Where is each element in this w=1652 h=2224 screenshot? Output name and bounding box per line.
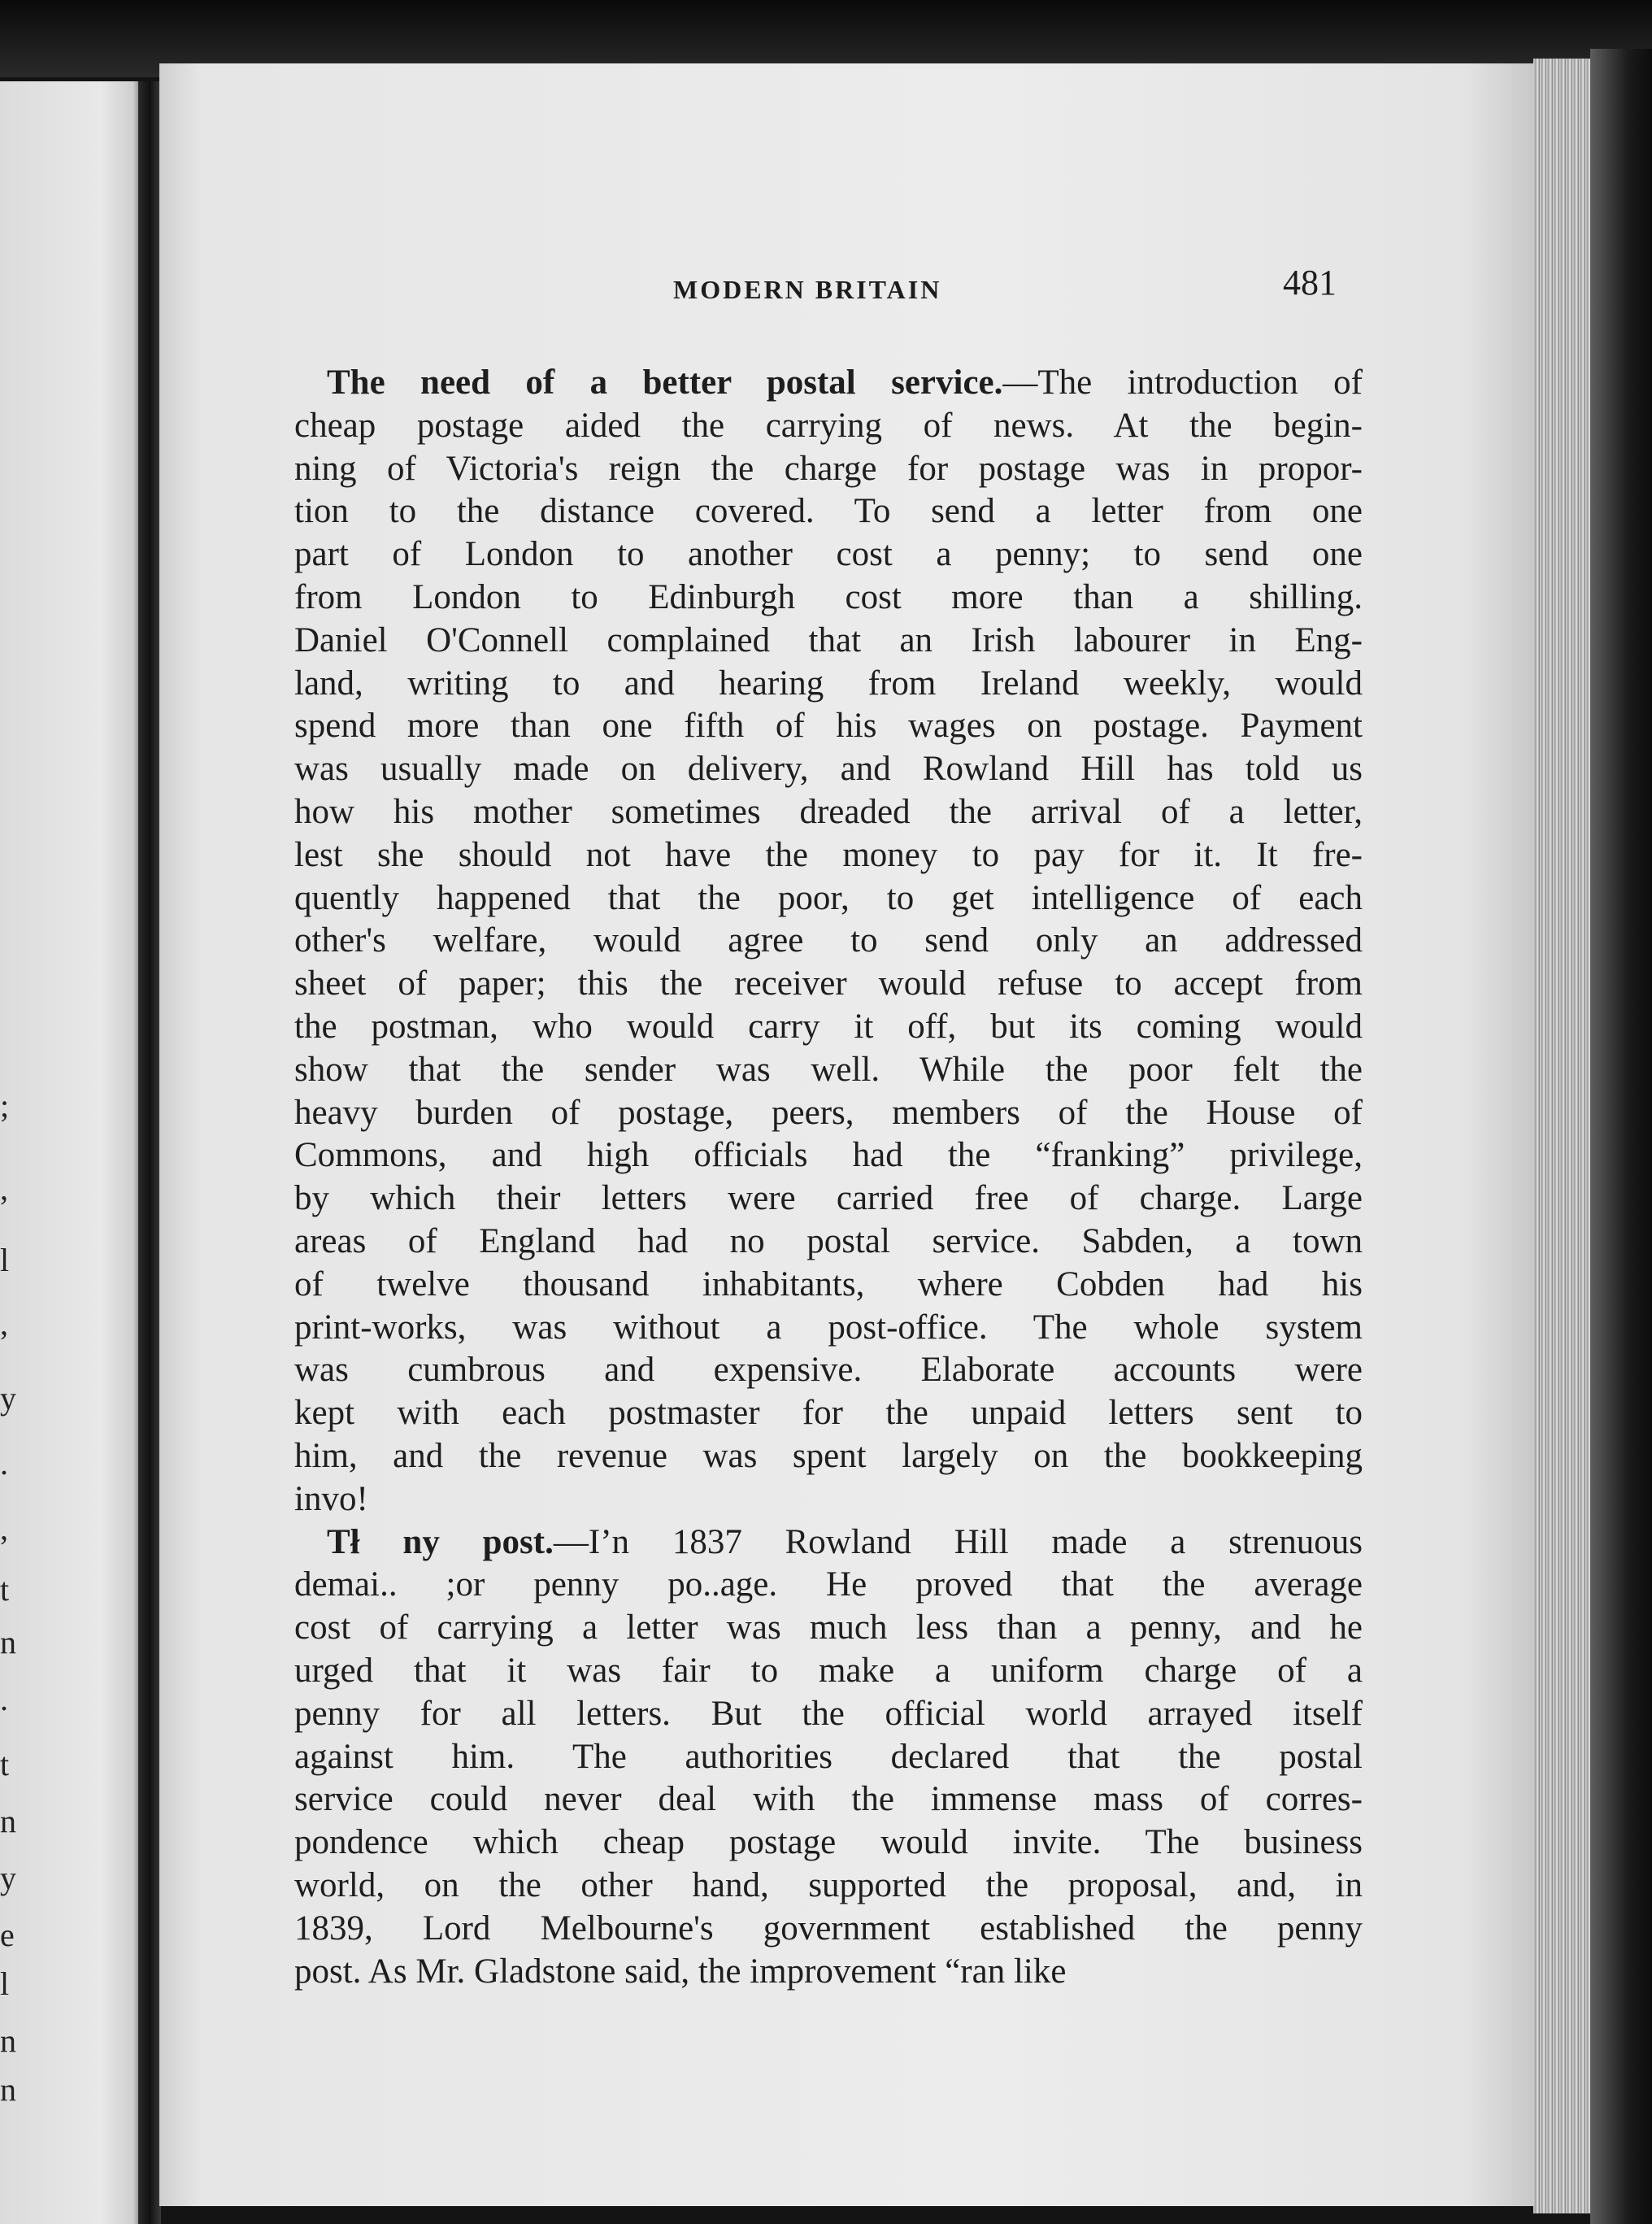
line-text: the postman, who would carry it off, but its coming would — [294, 1008, 1363, 1046]
line-text: penny for all letters. But the official world arrayed itself — [294, 1694, 1363, 1733]
text-line — [294, 448, 1363, 490]
facing-page-fragment: ; — [0, 1087, 10, 1124]
facing-page-fragment: . — [0, 1445, 8, 1482]
facing-page-fragment: y — [0, 1380, 16, 1417]
line-text: urged that it was fair to make a uniform charge of a — [294, 1652, 1363, 1690]
paragraph-heading: The need of a better postal service. — [327, 363, 1003, 402]
text-line — [294, 1951, 1363, 1993]
text-line — [294, 1607, 1363, 1649]
text-line — [294, 1006, 1363, 1048]
text-line — [294, 1307, 1363, 1349]
facing-page-fragment: . — [0, 1681, 8, 1717]
text-line — [294, 1049, 1363, 1091]
text-line — [294, 963, 1363, 1005]
page-number: 481 — [1283, 263, 1337, 302]
text-line — [294, 877, 1363, 920]
text-line — [294, 748, 1363, 790]
line-text: part of London to another cost a penny; to send one — [294, 535, 1363, 574]
text-line — [294, 1392, 1363, 1434]
page-edges — [1533, 59, 1590, 2213]
line-text: tion to the distance covered. To send a letter from one — [294, 492, 1363, 531]
line-text: post. As Mr. Gladstone said, the improvement “ran like — [294, 1952, 1067, 1991]
line-text: Commons, and high officials had the “franking” privilege, — [294, 1136, 1363, 1175]
text-line — [294, 1865, 1363, 1907]
text-line — [294, 1349, 1363, 1391]
text-line — [294, 1177, 1363, 1220]
line-text: 1839, Lord Melbourne's government established the penny — [294, 1908, 1363, 1948]
facing-page-left — [0, 81, 145, 2224]
facing-page-fragment: , — [0, 1510, 8, 1547]
line-text: from London to Edinburgh cost more than a shilling. — [294, 578, 1363, 616]
line-text: service could never deal with the immense mass of corres- — [294, 1780, 1363, 1819]
text-line — [294, 1778, 1363, 1821]
text-line — [294, 920, 1363, 962]
text-line — [294, 1134, 1363, 1177]
line-text: show that the sender was well. While the poor felt the — [294, 1050, 1363, 1089]
text-line — [294, 490, 1363, 533]
line-text: him, and the revenue was spent largely on the bookkeeping — [294, 1437, 1363, 1475]
line-text: lest she should not have the money to pay for it. It fre- — [294, 835, 1363, 874]
line-text: —I’n 1837 Rowland Hill made a strenuous — [553, 1522, 1363, 1561]
line-text: cheap postage aided the carrying of news. At the begin- — [294, 406, 1363, 445]
text-line — [294, 705, 1363, 747]
text-line — [327, 362, 1363, 404]
line-text: cost of carrying a letter was much less than a penny, and he — [294, 1608, 1363, 1647]
facing-page-fragment: y — [0, 1860, 16, 1896]
text-line — [294, 791, 1363, 833]
text-line — [294, 1908, 1363, 1950]
text-line — [294, 1092, 1363, 1134]
book-gutter — [138, 81, 161, 2224]
text-line — [294, 533, 1363, 576]
scan-right-shadow — [1590, 49, 1652, 2224]
line-text: against him. The authorities declared that the postal — [294, 1737, 1363, 1776]
text-line — [294, 1478, 1363, 1521]
text-line — [294, 1435, 1363, 1478]
line-text: land, writing to and hearing from Ireland weekly, would — [294, 664, 1363, 703]
facing-page-fragment: , — [0, 1305, 8, 1342]
line-text: quently happened that the poor, to get intelligence of each — [294, 878, 1363, 917]
text-line — [294, 1693, 1363, 1735]
facing-page-fragment: n — [0, 1624, 16, 1660]
facing-page-fragment: e — [0, 1917, 15, 1953]
line-text: heavy burden of postage, peers, members of the House of — [294, 1093, 1363, 1132]
line-text: other's welfare, would agree to send only an addressed — [294, 921, 1363, 960]
text-line — [294, 1650, 1363, 1692]
running-head: MODERN BRITAIN — [673, 275, 942, 304]
line-text: ning of Victoria's reign the charge for postage was in propor- — [294, 449, 1363, 488]
text-line — [294, 1736, 1363, 1778]
line-text: invo! — [294, 1479, 368, 1518]
facing-page-fragment: n — [0, 2071, 16, 2108]
facing-page-fragment: n — [0, 1803, 16, 1839]
line-text: how his mother sometimes dreaded the arrival of a letter, — [294, 793, 1363, 831]
text-line — [294, 663, 1363, 705]
line-text: world, on the other hand, supported the proposal, and, in — [294, 1866, 1363, 1904]
line-text: spend more than one fifth of his wages on postage. Payment — [294, 707, 1363, 746]
line-text: —The introduction of — [1002, 363, 1363, 402]
facing-page-fragment: , — [0, 1170, 8, 1207]
line-text: was usually made on delivery, and Rowland Hill has told us — [294, 750, 1363, 789]
line-text: was cumbrous and expensive. Elaborate accounts were — [294, 1351, 1363, 1390]
text-line — [294, 405, 1363, 447]
line-text: pondence which cheap postage would invite. The business — [294, 1823, 1363, 1862]
facing-page-fragment: l — [0, 1965, 10, 2002]
line-text: by which their letters were carried free of charge. Large — [294, 1179, 1363, 1218]
facing-page-fragment: n — [0, 2022, 16, 2059]
text-line — [294, 834, 1363, 877]
paragraph-heading: Tł ny post. — [327, 1522, 554, 1561]
text-line — [294, 620, 1363, 662]
line-text: kept with each postmaster for the unpaid letters sent to — [294, 1394, 1363, 1433]
line-text: demai.. ;or penny po..age. He proved that the average — [294, 1565, 1363, 1604]
facing-page-fragment: t — [0, 1746, 10, 1782]
line-text: Daniel O'Connell complained that an Irish labourer in Eng- — [294, 620, 1363, 659]
text-line — [294, 1221, 1363, 1263]
text-line — [294, 1264, 1363, 1306]
line-text: of twelve thousand inhabitants, where Cobden had his — [294, 1264, 1363, 1303]
text-line — [294, 1821, 1363, 1864]
line-text: print-works, was without a post-office. The whole system — [294, 1308, 1363, 1347]
line-text: areas of England had no postal service. Sabden, a town — [294, 1222, 1363, 1260]
text-line — [294, 1564, 1363, 1606]
line-text: sheet of paper; this the receiver would refuse to accept from — [294, 964, 1363, 1003]
text-line — [294, 577, 1363, 619]
facing-page-fragment: t — [0, 1571, 10, 1608]
facing-page-fragment: l — [0, 1242, 10, 1278]
text-line — [327, 1521, 1363, 1564]
